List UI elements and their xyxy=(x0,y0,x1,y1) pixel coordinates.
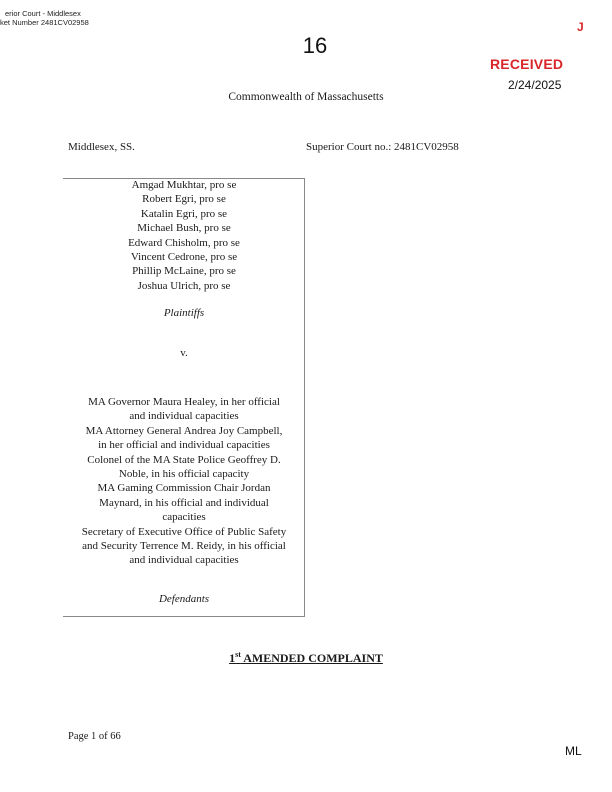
received-stamp: RECEIVED xyxy=(490,56,564,72)
plaintiff-name: Vincent Cedrone, pro se xyxy=(130,251,238,264)
docket-number-stamp: ket Number 2481CV02958 xyxy=(0,18,89,27)
defendant-line: MA Attorney General Andrea Joy Campbell, xyxy=(85,424,283,437)
court-case-number: Superior Court no.: 2481CV02958 xyxy=(306,141,459,153)
county-venue: Middlesex, SS. xyxy=(68,141,135,153)
defendant-line: MA Governor Maura Healey, in her official xyxy=(88,396,280,408)
plaintiff-name: Amgad Mukhtar, pro se xyxy=(131,179,237,191)
defendant-line: Maynard, in his official and individual xyxy=(99,496,269,509)
defendant-line: Colonel of the MA State Police Geoffrey D. xyxy=(87,453,281,466)
title-ordinal: 1 xyxy=(229,651,236,665)
document-title xyxy=(0,650,612,666)
defendants-list xyxy=(63,395,305,568)
page-number: Page 1 of 66 xyxy=(68,731,121,742)
clerk-initials: ML xyxy=(565,744,582,758)
defendant-line: in her official and individual capacities xyxy=(98,439,270,452)
defendant-line: and Security Terrence M. Reidy, in his official xyxy=(82,540,286,553)
title-ordinal-suffix: st xyxy=(235,650,241,659)
plaintiff-name: Edward Chisholm, pro se xyxy=(128,236,240,249)
plaintiff-name: Katalin Egri, pro se xyxy=(140,207,228,220)
defendant-line: Secretary of Executive Office of Public Safety xyxy=(81,525,287,538)
defendant-line: and individual capacities xyxy=(129,410,239,423)
plaintiff-name: Joshua Ulrich, pro se xyxy=(137,279,231,292)
plaintiffs-label: Plaintiffs xyxy=(163,307,205,319)
defendant-line: Noble, in his official capacity xyxy=(118,468,250,481)
document-number: 16 xyxy=(302,33,328,58)
versus-label: v. xyxy=(180,347,188,359)
plaintiff-name: Michael Bush, pro se xyxy=(137,222,231,235)
defendant-line: and individual capacities xyxy=(129,554,239,567)
court-name-stamp: erior Court - Middlesex xyxy=(5,9,81,18)
defendant-line: MA Gaming Commission Chair Jordan xyxy=(97,482,271,495)
defendants-label: Defendants xyxy=(158,593,210,605)
defendant-line: capacities xyxy=(162,511,206,524)
plaintiffs-list xyxy=(63,178,305,293)
court-filing-stamp xyxy=(0,9,89,27)
title-text: AMENDED COMPLAINT xyxy=(240,651,383,665)
plaintiff-name: Robert Egri, pro se xyxy=(142,193,226,206)
jurisdiction-heading: Commonwealth of Massachusetts xyxy=(228,91,384,103)
received-date: 2/24/2025 xyxy=(508,78,562,92)
plaintiff-name: Phillip McLaine, pro se xyxy=(132,265,236,278)
clerk-mark: J xyxy=(577,20,584,34)
